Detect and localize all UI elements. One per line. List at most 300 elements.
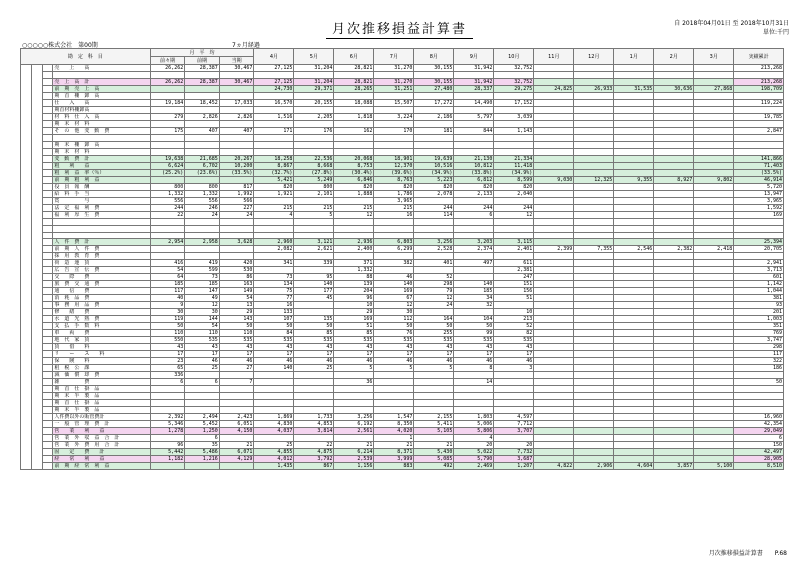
month-cell xyxy=(614,295,654,302)
avg-cell: 407 xyxy=(219,127,254,134)
month-cell: 8,763 xyxy=(374,176,414,183)
month-cell xyxy=(494,134,534,141)
month-cell: 43 xyxy=(334,344,374,351)
month-cell: (34.9%) xyxy=(414,169,454,176)
month-cell xyxy=(614,274,654,281)
month-cell xyxy=(694,78,734,85)
month-cell xyxy=(534,141,574,148)
month-cell xyxy=(614,260,654,267)
month-cell xyxy=(694,386,734,393)
month-cell xyxy=(694,197,734,204)
month-cell: 176 xyxy=(294,127,334,134)
avg-cell: 336 xyxy=(150,372,185,379)
month-cell: 1,921 xyxy=(254,190,294,197)
month-cell xyxy=(374,400,414,407)
avg-cell: 2,958 xyxy=(185,239,220,246)
month-cell: 51 xyxy=(334,323,374,330)
month-cell xyxy=(534,435,574,442)
month-cell xyxy=(414,218,454,225)
table-row xyxy=(21,148,784,155)
section-inner-cell xyxy=(42,288,53,295)
table-row xyxy=(21,442,784,449)
month-cell: 43 xyxy=(454,344,494,351)
page-footer: 月次推移損益計算書 P.68 xyxy=(708,550,787,557)
table-row xyxy=(21,99,784,106)
month-cell xyxy=(454,72,494,79)
month-cell xyxy=(454,92,494,99)
month-cell: 2,936 xyxy=(334,239,374,246)
month-cell xyxy=(294,267,334,274)
row-label xyxy=(53,218,150,225)
month-cell xyxy=(614,211,654,218)
month-cell xyxy=(574,274,614,281)
row-label: 売 上 高 計 xyxy=(53,78,150,85)
avg-cell: 64 xyxy=(150,274,185,281)
month-cell: 3,792 xyxy=(294,456,334,463)
month-cell xyxy=(614,372,654,379)
total-cell: 13,947 xyxy=(734,190,784,197)
month-cell: 2,418 xyxy=(694,246,734,253)
month-cell: 177 xyxy=(294,288,334,295)
month-cell: 46 xyxy=(374,274,414,281)
avg-cell: 30,467 xyxy=(219,65,254,72)
month-cell: 5,006 xyxy=(454,421,494,428)
avg-cell: (25.2%) xyxy=(150,169,185,176)
month-cell xyxy=(414,134,454,141)
month-cell: 12 xyxy=(334,211,374,218)
section-inner-cell xyxy=(42,246,53,253)
month-cell xyxy=(654,428,694,435)
month-cell: 12,325 xyxy=(574,176,614,183)
month-cell xyxy=(534,155,574,162)
avg-cell xyxy=(150,253,185,260)
month-cell xyxy=(334,197,374,204)
table-row xyxy=(21,225,784,232)
month-cell: 3,256 xyxy=(334,414,374,421)
section-inner-cell xyxy=(42,463,53,470)
month-cell: 2,621 xyxy=(294,246,334,253)
avg-cell: 117 xyxy=(150,288,185,295)
month-cell: 11,418 xyxy=(494,162,534,169)
month-cell: 46 xyxy=(374,358,414,365)
month-cell xyxy=(574,204,614,211)
table-row xyxy=(21,239,784,246)
month-cell xyxy=(654,127,694,134)
month-cell xyxy=(294,120,334,127)
month-cell xyxy=(654,232,694,239)
month-cell xyxy=(574,190,614,197)
month-cell xyxy=(654,316,694,323)
month-cell: 32,752 xyxy=(494,78,534,85)
month-cell: 2,082 xyxy=(254,246,294,253)
month-cell: 6 xyxy=(454,211,494,218)
total-cell: 5,720 xyxy=(734,183,784,190)
avg-cell xyxy=(219,253,254,260)
month-cell: 76 xyxy=(374,330,414,337)
avg-cell: 110 xyxy=(185,330,220,337)
month-cell: 162 xyxy=(334,127,374,134)
total-cell: 117 xyxy=(734,351,784,358)
month-cell xyxy=(254,253,294,260)
month-cell xyxy=(614,386,654,393)
month-cell xyxy=(534,267,574,274)
month-cell xyxy=(694,323,734,330)
month-cell xyxy=(294,141,334,148)
total-cell: 16,960 xyxy=(734,414,784,421)
month-cell: 170 xyxy=(374,127,414,134)
report-title-text: 月次推移損益計算書 xyxy=(326,22,473,39)
avg-cell: 86 xyxy=(219,274,254,281)
month-cell xyxy=(614,162,654,169)
month-cell: 28,265 xyxy=(334,85,374,92)
month-cell xyxy=(414,400,454,407)
month-cell xyxy=(574,127,614,134)
total-cell xyxy=(734,106,784,113)
month-cell xyxy=(414,435,454,442)
month-cell xyxy=(374,386,414,393)
row-label: 売 上 高 xyxy=(53,65,150,72)
section-inner-cell xyxy=(42,449,53,456)
month-cell: 820 xyxy=(334,183,374,190)
month-cell xyxy=(574,323,614,330)
avg-cell xyxy=(219,92,254,99)
month-cell: 5,430 xyxy=(414,449,454,456)
month-cell xyxy=(574,106,614,113)
header-month: 1月 xyxy=(614,49,654,65)
month-cell: 535 xyxy=(294,337,334,344)
month-cell xyxy=(374,120,414,127)
avg-cell: 530 xyxy=(219,267,254,274)
month-cell xyxy=(574,141,614,148)
month-cell: 1,207 xyxy=(494,463,534,470)
month-cell xyxy=(534,274,574,281)
month-cell: 51 xyxy=(494,295,534,302)
avg-cell: 2,392 xyxy=(150,414,185,421)
row-label: 交 際 費 xyxy=(53,274,150,281)
month-cell xyxy=(614,323,654,330)
month-cell xyxy=(534,428,574,435)
month-cell: 29,371 xyxy=(294,85,334,92)
avg-cell: 73 xyxy=(185,274,220,281)
month-cell xyxy=(694,428,734,435)
month-cell: 17 xyxy=(494,351,534,358)
month-cell: 4,604 xyxy=(614,463,654,470)
month-cell: 50 xyxy=(294,323,334,330)
row-label: 固 定 費 計 xyxy=(53,449,150,456)
month-cell: 7,355 xyxy=(574,246,614,253)
section-inner-cell xyxy=(42,218,53,225)
month-cell xyxy=(494,218,534,225)
row-label: 給 料 手 当 xyxy=(53,190,150,197)
avg-cell: 110 xyxy=(219,330,254,337)
month-cell: 36 xyxy=(334,379,374,386)
month-cell xyxy=(574,197,614,204)
month-cell xyxy=(254,379,294,386)
month-cell xyxy=(534,92,574,99)
month-cell xyxy=(654,113,694,120)
month-cell xyxy=(654,442,694,449)
month-cell xyxy=(654,155,694,162)
month-cell xyxy=(654,435,694,442)
table-row xyxy=(21,323,784,330)
month-cell xyxy=(654,253,694,260)
table-row xyxy=(21,330,784,337)
avg-cell: 12 xyxy=(185,302,220,309)
month-cell xyxy=(614,365,654,372)
section-inner-cell xyxy=(42,344,53,351)
row-label: 広 告 宣 伝 費 xyxy=(53,267,150,274)
total-cell: 3,747 xyxy=(734,337,784,344)
row-label: 法 定 福 利 費 xyxy=(53,204,150,211)
month-cell xyxy=(494,393,534,400)
month-cell xyxy=(494,120,534,127)
month-cell: 14 xyxy=(454,379,494,386)
month-cell xyxy=(334,435,374,442)
avg-cell xyxy=(219,393,254,400)
row-label: 保 険 料 xyxy=(53,358,150,365)
month-cell: 164 xyxy=(414,316,454,323)
month-cell: 29 xyxy=(334,309,374,316)
row-label xyxy=(53,225,150,232)
month-cell xyxy=(574,99,614,106)
avg-cell xyxy=(185,72,220,79)
avg-cell: 3,628 xyxy=(219,239,254,246)
month-cell xyxy=(694,225,734,232)
avg-cell xyxy=(185,225,220,232)
month-cell xyxy=(654,267,694,274)
month-cell xyxy=(574,65,614,72)
month-cell xyxy=(454,407,494,414)
month-cell: 3,224 xyxy=(374,113,414,120)
month-cell: 77 xyxy=(254,295,294,302)
month-cell xyxy=(694,351,734,358)
month-cell xyxy=(614,393,654,400)
month-cell xyxy=(654,218,694,225)
month-cell: 43 xyxy=(494,344,534,351)
month-cell xyxy=(494,106,534,113)
month-cell: 27,868 xyxy=(694,85,734,92)
month-cell xyxy=(414,407,454,414)
month-cell xyxy=(534,78,574,85)
row-label: 期首材料棚卸高 xyxy=(53,106,150,113)
month-cell xyxy=(614,225,654,232)
month-cell xyxy=(694,232,734,239)
avg-cell xyxy=(219,176,254,183)
month-cell xyxy=(534,344,574,351)
section-inner-cell xyxy=(42,337,53,344)
section-inner-cell xyxy=(42,134,53,141)
month-cell: 2,960 xyxy=(254,239,294,246)
month-cell xyxy=(534,113,574,120)
month-cell: 5,022 xyxy=(454,449,494,456)
month-cell xyxy=(654,295,694,302)
section-inner-cell xyxy=(42,113,53,120)
total-cell: 1,592 xyxy=(734,204,784,211)
month-cell xyxy=(454,274,494,281)
month-cell xyxy=(654,65,694,72)
month-cell: 16 xyxy=(254,302,294,309)
month-cell xyxy=(694,211,734,218)
month-cell: 31,535 xyxy=(614,85,654,92)
section-inner-cell xyxy=(42,72,53,79)
total-cell: 141,866 xyxy=(734,155,784,162)
months-elapsed: 7ヵ月経過 xyxy=(232,42,260,49)
month-cell: 21 xyxy=(374,442,414,449)
month-cell xyxy=(614,72,654,79)
avg-cell: 5,452 xyxy=(185,421,220,428)
avg-cell: 27 xyxy=(219,365,254,372)
month-cell xyxy=(454,400,494,407)
month-cell xyxy=(694,316,734,323)
month-cell xyxy=(414,253,454,260)
month-cell xyxy=(534,302,574,309)
month-cell xyxy=(534,169,574,176)
month-cell xyxy=(574,232,614,239)
month-cell xyxy=(454,106,494,113)
month-cell: 204 xyxy=(334,288,374,295)
avg-cell: 25 xyxy=(185,365,220,372)
month-cell xyxy=(574,72,614,79)
month-cell xyxy=(654,92,694,99)
row-label: 事 務 用 品 費 xyxy=(53,302,150,309)
month-cell: 5,806 xyxy=(454,428,494,435)
month-cell: 215 xyxy=(334,204,374,211)
section-inner-cell xyxy=(42,190,53,197)
month-cell xyxy=(654,72,694,79)
month-cell: 21 xyxy=(414,442,454,449)
avg-cell: 17 xyxy=(150,351,185,358)
month-cell xyxy=(614,344,654,351)
row-label: 採 用 教 育 費 xyxy=(53,253,150,260)
row-label: 賞 与 xyxy=(53,197,150,204)
avg-cell xyxy=(219,72,254,79)
table-row xyxy=(21,141,784,148)
avg-cell: 535 xyxy=(219,337,254,344)
section-inner-cell xyxy=(42,85,53,92)
month-cell xyxy=(694,260,734,267)
total-cell: 42,497 xyxy=(734,449,784,456)
section-outer-column xyxy=(21,65,32,470)
month-cell xyxy=(614,316,654,323)
header-month: 8月 xyxy=(414,49,454,65)
month-cell xyxy=(534,337,574,344)
header-month: 3月 xyxy=(694,49,734,65)
row-label: リ ー ス 料 xyxy=(53,351,150,358)
month-cell xyxy=(614,400,654,407)
month-cell xyxy=(574,120,614,127)
month-cell: 3,256 xyxy=(414,239,454,246)
month-cell: 50 xyxy=(454,323,494,330)
month-cell: 22 xyxy=(294,442,334,449)
avg-cell xyxy=(150,435,185,442)
month-cell: 2,205 xyxy=(294,113,334,120)
month-cell xyxy=(294,379,334,386)
month-cell xyxy=(574,134,614,141)
table-row xyxy=(21,120,784,127)
month-cell xyxy=(694,407,734,414)
month-cell xyxy=(694,344,734,351)
avg-cell: 18,452 xyxy=(185,99,220,106)
section-inner-cell xyxy=(42,435,53,442)
month-cell: 82 xyxy=(494,330,534,337)
month-cell xyxy=(534,225,574,232)
month-cell xyxy=(614,421,654,428)
month-cell xyxy=(614,141,654,148)
month-cell: 2,561 xyxy=(334,428,374,435)
table-row xyxy=(21,302,784,309)
avg-cell: 6 xyxy=(185,379,220,386)
month-cell xyxy=(294,393,334,400)
total-cell: 298 xyxy=(734,344,784,351)
month-cell xyxy=(614,92,654,99)
month-cell xyxy=(294,309,334,316)
avg-cell xyxy=(150,393,185,400)
month-cell: 133 xyxy=(254,309,294,316)
month-cell xyxy=(334,253,374,260)
month-cell xyxy=(574,211,614,218)
avg-cell: 9 xyxy=(150,302,185,309)
month-cell xyxy=(654,330,694,337)
month-cell xyxy=(374,253,414,260)
month-cell: 95 xyxy=(294,274,334,281)
month-cell: 535 xyxy=(494,337,534,344)
section-inner-cell xyxy=(42,421,53,428)
row-label: 荷 造 運 賃 xyxy=(53,260,150,267)
month-cell: 50 xyxy=(254,323,294,330)
avg-cell: 4,129 xyxy=(219,456,254,463)
row-label: 期 末 半 製 品 xyxy=(53,407,150,414)
month-cell xyxy=(614,78,654,85)
month-cell xyxy=(294,148,334,155)
month-cell: 17 xyxy=(374,351,414,358)
total-cell: 28,905 xyxy=(734,456,784,463)
month-cell xyxy=(334,218,374,225)
month-cell xyxy=(534,120,574,127)
month-cell: 10 xyxy=(334,302,374,309)
month-cell xyxy=(694,379,734,386)
avg-cell xyxy=(185,400,220,407)
month-cell: 4,822 xyxy=(534,463,574,470)
month-cell xyxy=(414,106,454,113)
section-inner-cell xyxy=(42,323,53,330)
avg-cell xyxy=(185,92,220,99)
month-cell: 21,130 xyxy=(454,155,494,162)
avg-cell xyxy=(185,372,220,379)
header-total: 実績累計 xyxy=(734,49,784,65)
month-cell xyxy=(534,148,574,155)
month-cell: (27.8%) xyxy=(294,169,334,176)
total-cell: 119,224 xyxy=(734,99,784,106)
section-inner-cell xyxy=(42,330,53,337)
month-cell xyxy=(254,225,294,232)
month-cell: 244 xyxy=(414,204,454,211)
row-label: 消 耗 品 費 xyxy=(53,295,150,302)
month-cell xyxy=(254,92,294,99)
month-cell xyxy=(614,456,654,463)
month-cell: 5 xyxy=(414,365,454,372)
month-cell xyxy=(294,106,334,113)
month-cell: 14,490 xyxy=(454,99,494,106)
month-cell xyxy=(574,372,614,379)
avg-cell: 1,332 xyxy=(185,190,220,197)
total-cell xyxy=(734,407,784,414)
month-cell: 46 xyxy=(414,358,454,365)
month-cell: 1,803 xyxy=(454,414,494,421)
total-cell: 46,914 xyxy=(734,176,784,183)
month-cell: 46 xyxy=(294,358,334,365)
row-label: 雑 費 xyxy=(53,379,150,386)
month-cell xyxy=(654,183,694,190)
